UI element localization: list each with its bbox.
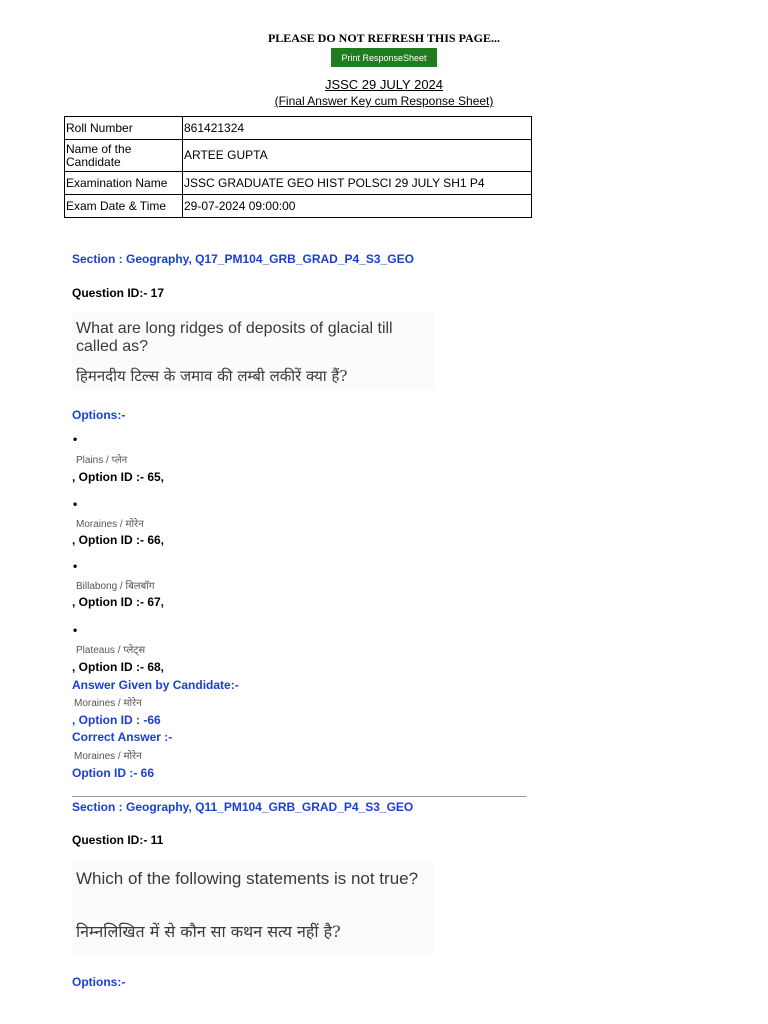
list-bullet: • [73,497,78,511]
q1-correct-answer-label: Correct Answer :- [72,730,173,744]
q1-option-1-id: , Option ID :- 65, [72,470,164,484]
q2-question-image [72,860,434,956]
q1-option-3-id: , Option ID :- 67, [72,595,164,609]
q1-option-2-id: , Option ID :- 66, [72,533,164,547]
q2-text-en: Which of the following statements is not true? [76,869,419,888]
q1-text-hi: हिमनदीय टिल्स के जमाव की लम्बी लकीरें क्या हैं? [76,367,348,385]
q2-options-label: Options:- [72,975,126,989]
q1-option-2-image: Moraines / मोरेन [76,519,144,530]
exam-datetime-label: Exam Date & Time [65,195,183,218]
q1-option-4-image: Plateaus / प्लेट्स [76,645,146,656]
question-divider [72,796,526,797]
candidate-name-value: ARTEE GUPTA [183,140,532,172]
q2-question-id: Question ID:- 11 [72,833,164,847]
q1-correct-answer-image: Moraines / मोरेन [74,751,142,762]
q2-section-label: Section : Geography, Q11_PM104_GRB_GRAD_P4_S3_GEO [72,800,414,814]
list-bullet: • [73,432,78,446]
exam-name-label: Examination Name [65,172,183,195]
print-responsesheet-button[interactable]: Print ResponseSheet [331,48,437,67]
exam-name-value: JSSC GRADUATE GEO HIST POLSCI 29 JULY SH1 P4 [183,172,532,195]
roll-number-value: 861421324 [183,117,532,140]
exam-datetime-value: 29-07-2024 09:00:00 [183,195,532,218]
table-row [65,117,532,140]
exam-subtitle: (Final Answer Key cum Response Sheet) [274,94,494,108]
q1-text-en: What are long ridges of deposits of glacial till called as? [76,320,393,355]
table-row [65,140,532,172]
q2-text-hi: निम्नलिखित में से कौन सा कथन सत्य नहीं है? [76,922,341,941]
q1-options-label: Options:- [72,408,126,422]
candidate-name-label: Name of the Candidate [65,140,183,172]
exam-title: JSSC 29 JULY 2024 [324,77,444,92]
candidate-info-table [64,116,532,218]
table-row [65,195,532,218]
roll-number-label: Roll Number [65,117,183,140]
q1-option-3-image: Billabong / बिलबॉग [76,581,155,592]
q1-answer-given-image: Moraines / मोरेन [74,698,142,709]
q1-option-1-image: Plains / प्लेन [76,455,128,466]
list-bullet: • [73,559,78,573]
q1-section-label: Section : Geography, Q17_PM104_GRB_GRAD_P4_S3_GEO [72,252,414,266]
q1-correct-answer-id: Option ID :- 66 [72,766,154,780]
q1-option-4-id: , Option ID :- 68, [72,660,164,674]
refresh-warning: PLEASE DO NOT REFRESH THIS PAGE... [267,31,501,45]
q1-question-id: Question ID:- 17 [72,286,165,300]
q1-answer-given-id: , Option ID : -66 [72,713,161,727]
q1-question-image [72,312,434,390]
list-bullet: • [73,623,78,637]
q1-answer-given-label: Answer Given by Candidate:- [72,678,239,692]
table-row [65,172,532,195]
